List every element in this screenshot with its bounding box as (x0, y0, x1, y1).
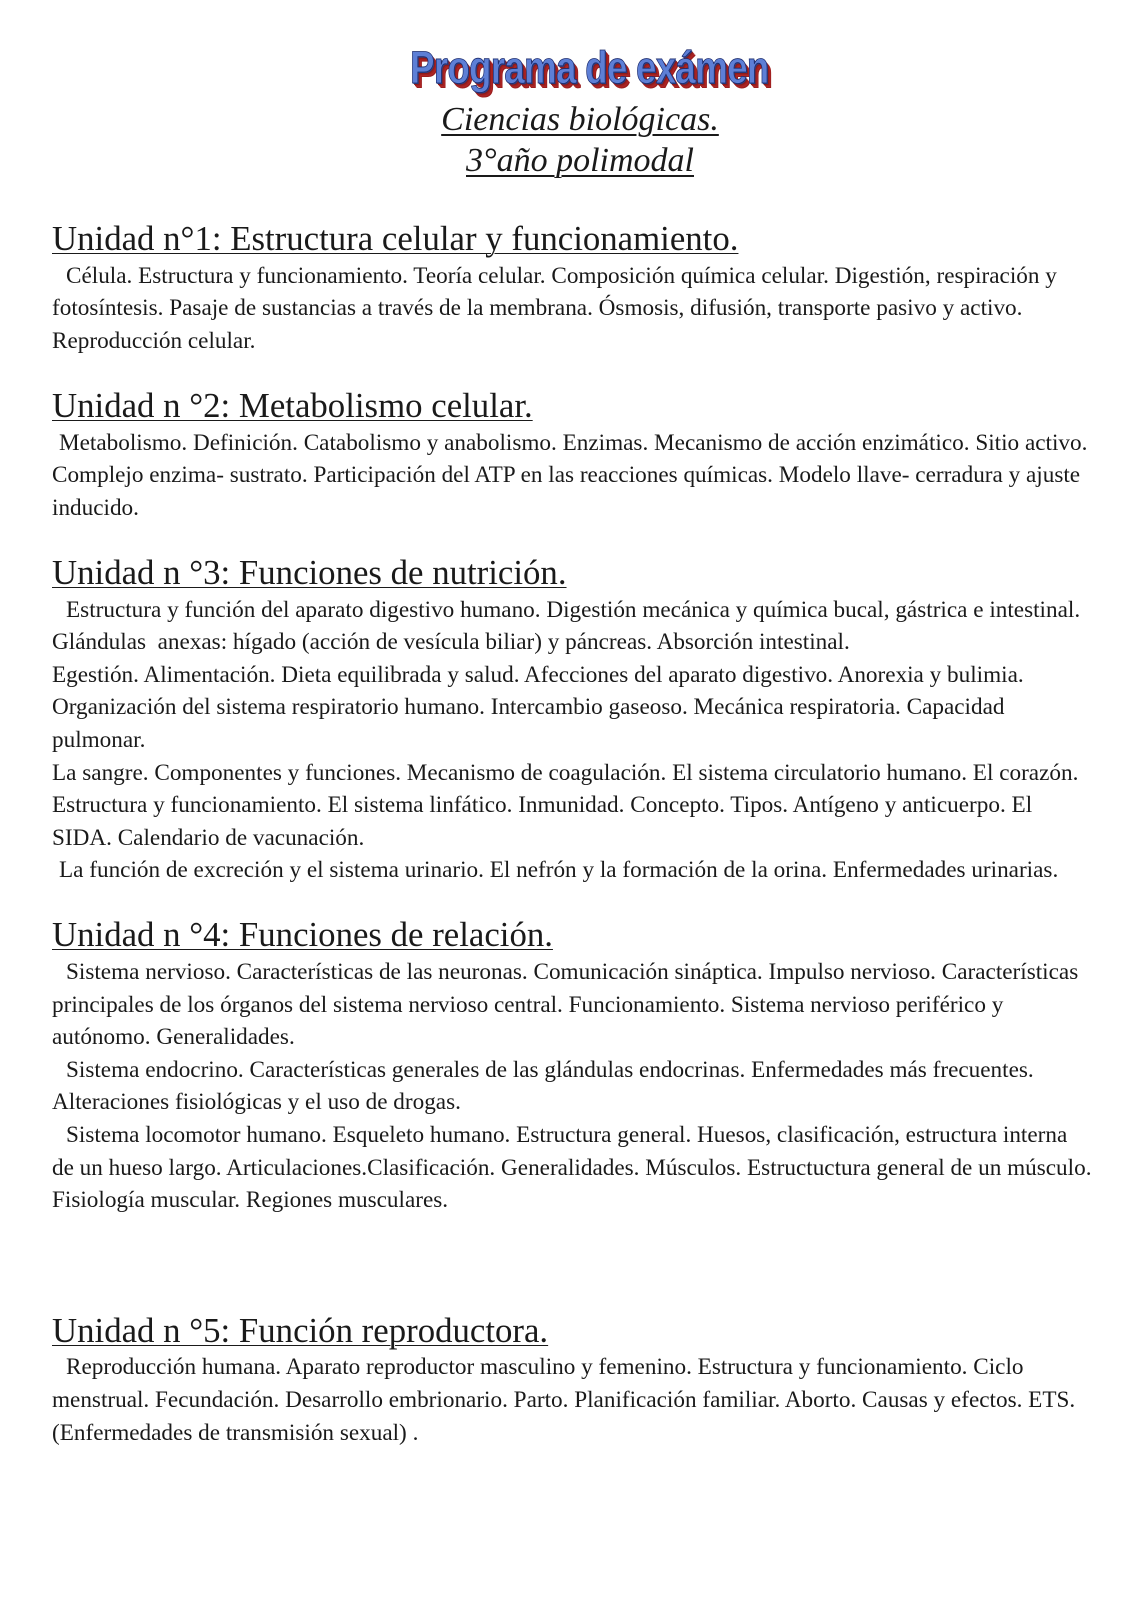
unit-4-paragraph: Sistema endocrino. Características generales de las glándulas endocrinas. Enfermedades más frecuentes. Alteraciones fisiológicas y el uso de drogas. (52, 1056, 1039, 1116)
unit-5 (52, 1310, 1092, 1449)
unit-2 (52, 385, 1094, 524)
unit-3-paragraph: Egestión. Alimentación. Dieta equilibrada y salud. Afecciones del aparato digestivo. Anorexia y bulimia. (52, 661, 1024, 688)
unit-1 (52, 219, 1092, 357)
unit-2-paragraph: Metabolismo. Definición. Catabolismo y anabolismo. Enzimas. Mecanismo de acción enzimático. Sitio activo. Complejo enzima- sustrato. Participación del ATP en las reacciones químicas. Modelo llave- cerradura y ajuste inducido. (52, 429, 1094, 521)
unit-5-title: Unidad n °5: Función reproductora. (52, 1310, 549, 1350)
unit-1-title: Unidad n°1: Estructura celular y funcionamiento. (52, 219, 739, 258)
unit-3-paragraph: La función de excreción y el sistema urinario. El nefrón y la formación de la orina. Enfermedades urinarias. (59, 857, 1059, 884)
unit-4-paragraph: Sistema nervioso. Características de las neuronas. Comunicación sináptica. Impulso nervioso. Características principales de los órganos del sistema nervioso central. Funcionamiento. Sistema nervioso periférico y autónomo. Generalidades. (52, 959, 1085, 1051)
unit-5-paragraph: Reproducción humana. Aparato reproductor masculino y femenino. Estructura y funcionamiento. Ciclo menstrual. Fecundación. Desarrollo embrionario. Parto. Planificación familiar. Aborto. Causas y efectos. ETS. (Enfermedades de transmisión sexual) . (52, 1354, 1082, 1446)
unit-1-paragraph: Célula. Estructura y funcionamiento. Teoría celular. Composición química celular. Digestión, respiración y fotosíntesis. Pasaje de sustancias a través de la membrana. Ósmosis, difusión, transporte pasivo y activo. Reproducción celular. (52, 262, 1063, 354)
wordart-title: Programa de exámen (410, 42, 769, 93)
subject-title: Ciencias biológicas. (441, 101, 719, 138)
unit-2-title: Unidad n °2: Metabolismo celular. (52, 385, 533, 425)
unit-4 (52, 915, 1098, 1216)
unit-3-paragraph: Organización del sistema respiratorio humano. Intercambio gaseoso. Mecánica respiratoria. Capacidad pulmonar. (52, 694, 1011, 753)
unit-3-title: Unidad n °3: Funciones de nutrición. (52, 552, 567, 592)
unit-3-paragraph: Estructura y función del aparato digestivo humano. Digestión mecánica y química bucal, gástrica e intestinal. Glándulas anexas: hígado (acción de vesícula biliar) y páncreas. Absorción intestinal. (52, 596, 1086, 656)
unit-4-title: Unidad n °4: Funciones de relación. (52, 915, 553, 955)
course-title: 3°año polimodal (466, 142, 694, 179)
unit-4-paragraph: Sistema locomotor humano. Esqueleto humano. Estructura general. Huesos, clasificación, estructura interna de un hueso largo. Articulaciones.Clasificación. Generalidades. Músculos. Estructuctura general de un músculo. Fisiología muscular. Regiones musculares. (52, 1122, 1098, 1214)
syllabus-body (52, 219, 1098, 1449)
unit-3 (52, 552, 1092, 887)
unit-3-paragraph: La sangre. Componentes y funciones. Mecanismo de coagulación. El sistema circulatorio humano. El corazón. Estructura y funcionamiento. El sistema linfático. Inmunidad. Concepto. Tipos. Antígeno y anticuerpo. El SIDA. Calendario de vacunación. (52, 759, 1085, 851)
